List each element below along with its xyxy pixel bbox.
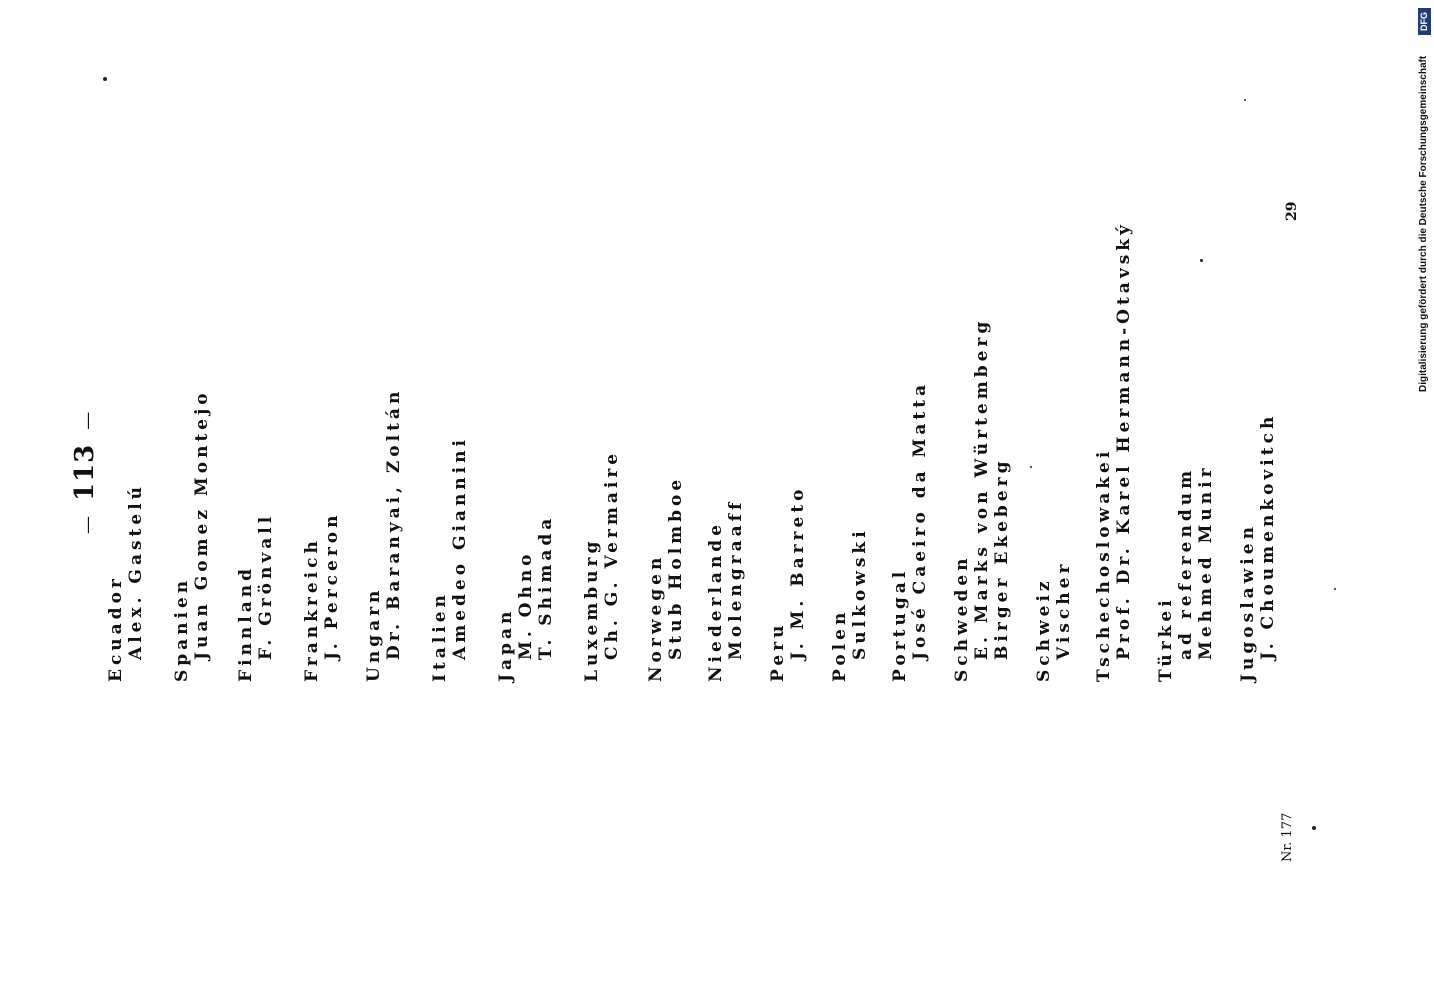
scan-speck [1334,588,1336,590]
country-name: Polen [830,608,850,682]
delegation-japan [496,515,556,682]
delegate-name: M. Ohno [516,550,536,660]
delegation-tuerkei [1156,464,1216,682]
delegation-ecuador [106,483,146,682]
country-name: Finnland [236,565,256,682]
scan-speck [1030,466,1032,468]
delegation-jugoslawien [1238,413,1278,682]
delegation-peru [768,485,808,682]
country-name: Niederlande [706,520,726,682]
delegate-name: Mehmed Munir [1196,464,1216,660]
scan-speck [103,77,107,81]
scan-speck [1244,99,1246,101]
delegate-name: J. Perceron [322,511,342,660]
delegation-norwegen [646,476,686,682]
country-name: Japan [496,607,516,682]
dfg-logo-text: DFG [1419,12,1429,31]
country-name: Tschechoslowakei [1094,447,1114,682]
country-name: Spanien [172,576,192,682]
scan-speck [1200,259,1203,262]
country-name: Schweden [952,554,972,682]
delegate-name: Birger Ekeberg [992,457,1012,660]
delegate-name: F. Grönvall [256,512,276,660]
delegate-name: Prof. Dr. Karel Hermann-Otavský [1114,221,1134,660]
digitization-credit: Digitalisierung gefördert durch die Deutsche Forschungsgemeinschaft [1418,55,1429,392]
delegate-name: Dr. Baranyai, Zoltán [384,387,404,660]
delegation-spanien [172,389,212,682]
delegate-name: J. Choumenkovitch [1258,412,1278,660]
country-name: Jugoslawien [1238,523,1258,682]
delegate-name: Ch. G. Vermaire [602,449,622,660]
delegate-name: Stub Holmboe [666,475,686,660]
page-number [70,397,103,548]
delegation-polen [830,527,870,682]
delegate-name: Vischer [1054,560,1074,660]
page-number-text: 113 [70,443,100,501]
country-name: Norwegen [646,553,666,682]
page-number-dash-left: — [77,515,98,534]
country-name: Schweiz [1034,577,1054,682]
delegation-niederlande [706,499,746,682]
delegate-name: Alex. Gastelú [126,482,146,660]
delegate-name: Molengraaff [726,498,746,660]
country-name: Frankreich [302,537,322,682]
delegation-frankreich [302,512,342,682]
country-name: Peru [768,621,788,682]
country-name: Türkei [1156,596,1176,682]
page-number-dash-right: — [77,410,98,430]
delegate-name: Amedeo Giannini [450,436,470,660]
delegate-name: José Caeiro da Matta [910,380,930,660]
delegate-name: T. Shimada [536,514,556,660]
document-number: Nr. 177 [1280,812,1295,862]
country-name: Portugal [890,567,910,682]
delegation-finnland [236,513,276,682]
delegate-name: J. M. Barreto [788,485,808,660]
country-name: Italien [430,591,450,682]
delegation-italien [430,436,470,682]
delegate-name: Juan Gomez Montejo [192,389,212,660]
country-name: Ecuador [106,575,126,682]
delegate-name: E. Marks von Würtemberg [972,317,992,660]
delegation-tschechoslowakei [1094,221,1134,682]
delegate-name: Sulkowski [850,527,870,660]
delegation-portugal [890,381,930,682]
dfg-logo [1418,8,1431,35]
sheet-number: 29 [1284,201,1300,221]
delegation-luxemburg [582,450,622,682]
country-name: Luxemburg [582,537,602,682]
delegation-schweden [952,318,1012,682]
scan-speck [1312,826,1316,830]
delegation-schweiz [1034,561,1074,682]
delegation-ungarn [364,388,404,682]
country-name: Ungarn [364,586,384,682]
delegate-name: ad referendum [1176,466,1196,660]
